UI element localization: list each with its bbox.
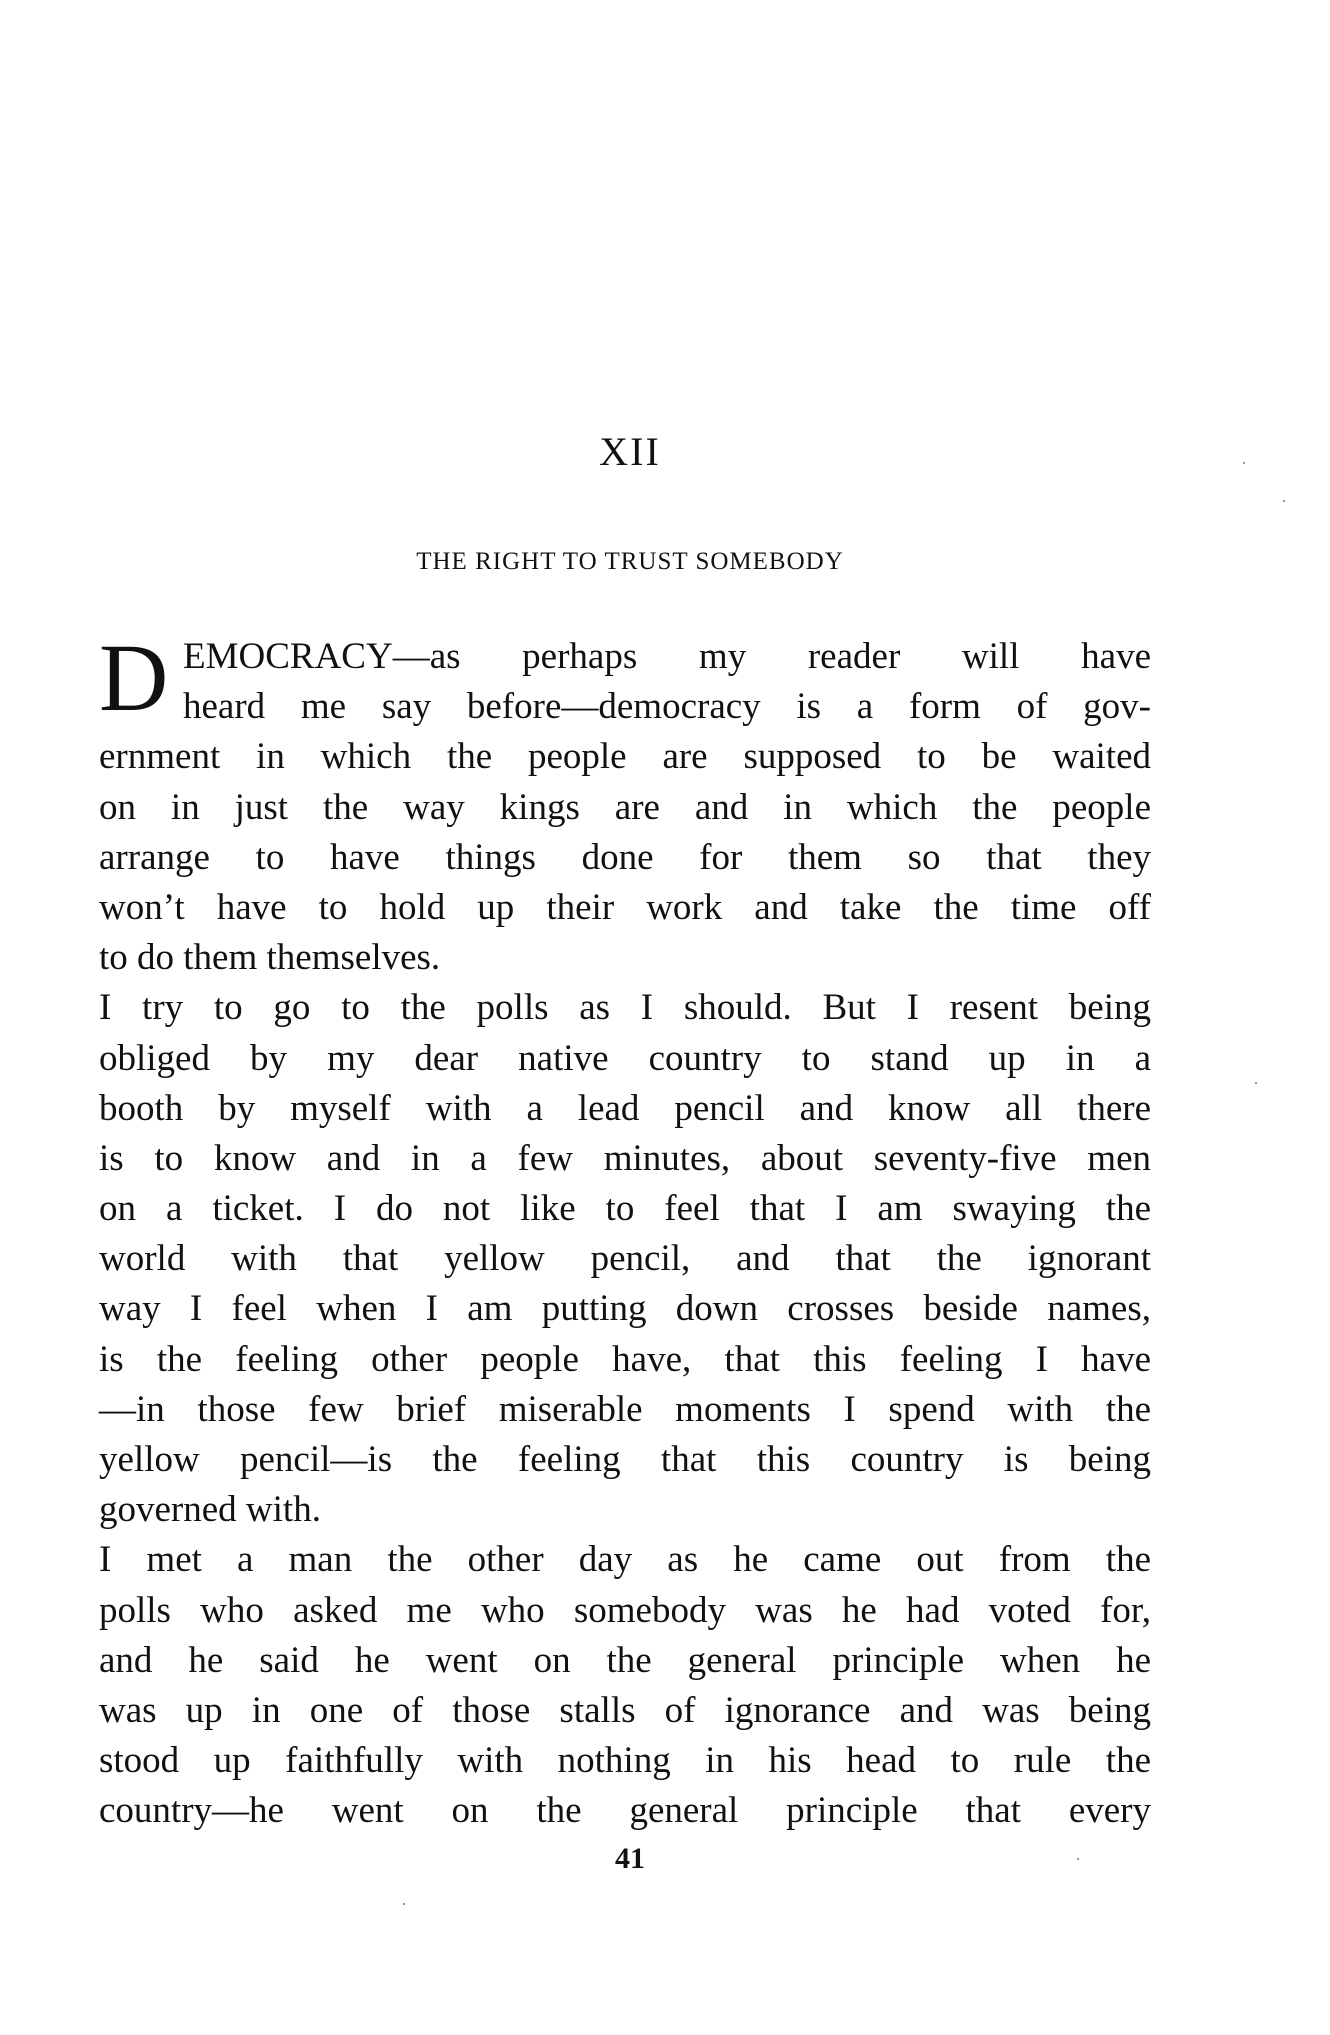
text-line: heard me say before—democracy is a form of gov- <box>183 686 1151 728</box>
text-line: polls who asked me who somebody was he had voted for, <box>99 1589 1151 1631</box>
text-line: governed with. <box>99 1489 321 1531</box>
text-line: world with that yellow pencil, and that the ignorant <box>99 1238 1151 1280</box>
text-line: won’t have to hold up their work and take the time off <box>99 886 1151 928</box>
text-line: stood up faithfully with nothing in his head to rule the <box>99 1740 1151 1782</box>
drop-cap: D <box>99 624 169 731</box>
page-number: 41 <box>615 1842 645 1875</box>
text-line: on a ticket. I do not like to feel that I am swaying the <box>99 1188 1151 1230</box>
text-line: booth by myself with a lead pencil and know all there <box>99 1087 1151 1129</box>
paper-speck <box>403 1903 405 1905</box>
text-line: ernment in which the people are supposed to be waited <box>99 736 1151 778</box>
paper-speck <box>1255 1082 1257 1084</box>
paper-speck <box>1077 1858 1079 1860</box>
text-line: yellow pencil—is the feeling that this country is being <box>99 1439 1151 1480</box>
text-line: obliged by my dear native country to stand up in a <box>99 1037 1151 1079</box>
text-line: and he said he went on the general principle when he <box>99 1639 1151 1681</box>
paper-speck <box>1243 462 1245 464</box>
text-line-content: EMOCRACY—as perhaps my reader will have <box>183 636 1151 677</box>
text-line: on in just the way kings are and in which the people <box>99 786 1151 828</box>
chapter-title: THE RIGHT TO TRUST SOMEBODY <box>416 548 844 575</box>
text-line: is the feeling other people have, that this feeling I have <box>99 1338 1151 1380</box>
text-line: I try to go to the polls as I should. But I resent being <box>99 987 1151 1029</box>
text-line: —in those few brief miserable moments I spend with the <box>99 1388 1151 1430</box>
text-line: is to know and in a few minutes, about seventy-five men <box>99 1137 1151 1179</box>
text-line: country—he went on the general principle that every <box>99 1790 1151 1832</box>
chapter-number: XII <box>599 429 661 474</box>
paper-speck <box>1283 500 1285 502</box>
text-line: to do them themselves. <box>99 937 441 979</box>
text-line: was up in one of those stalls of ignorance and was being <box>99 1689 1151 1731</box>
text-line: arrange to have things done for them so that they <box>99 836 1151 878</box>
text-line: way I feel when I am putting down crosses beside names, <box>99 1288 1151 1330</box>
text-line: I met a man the other day as he came out from the <box>99 1539 1151 1581</box>
body-text <box>99 624 1151 1837</box>
